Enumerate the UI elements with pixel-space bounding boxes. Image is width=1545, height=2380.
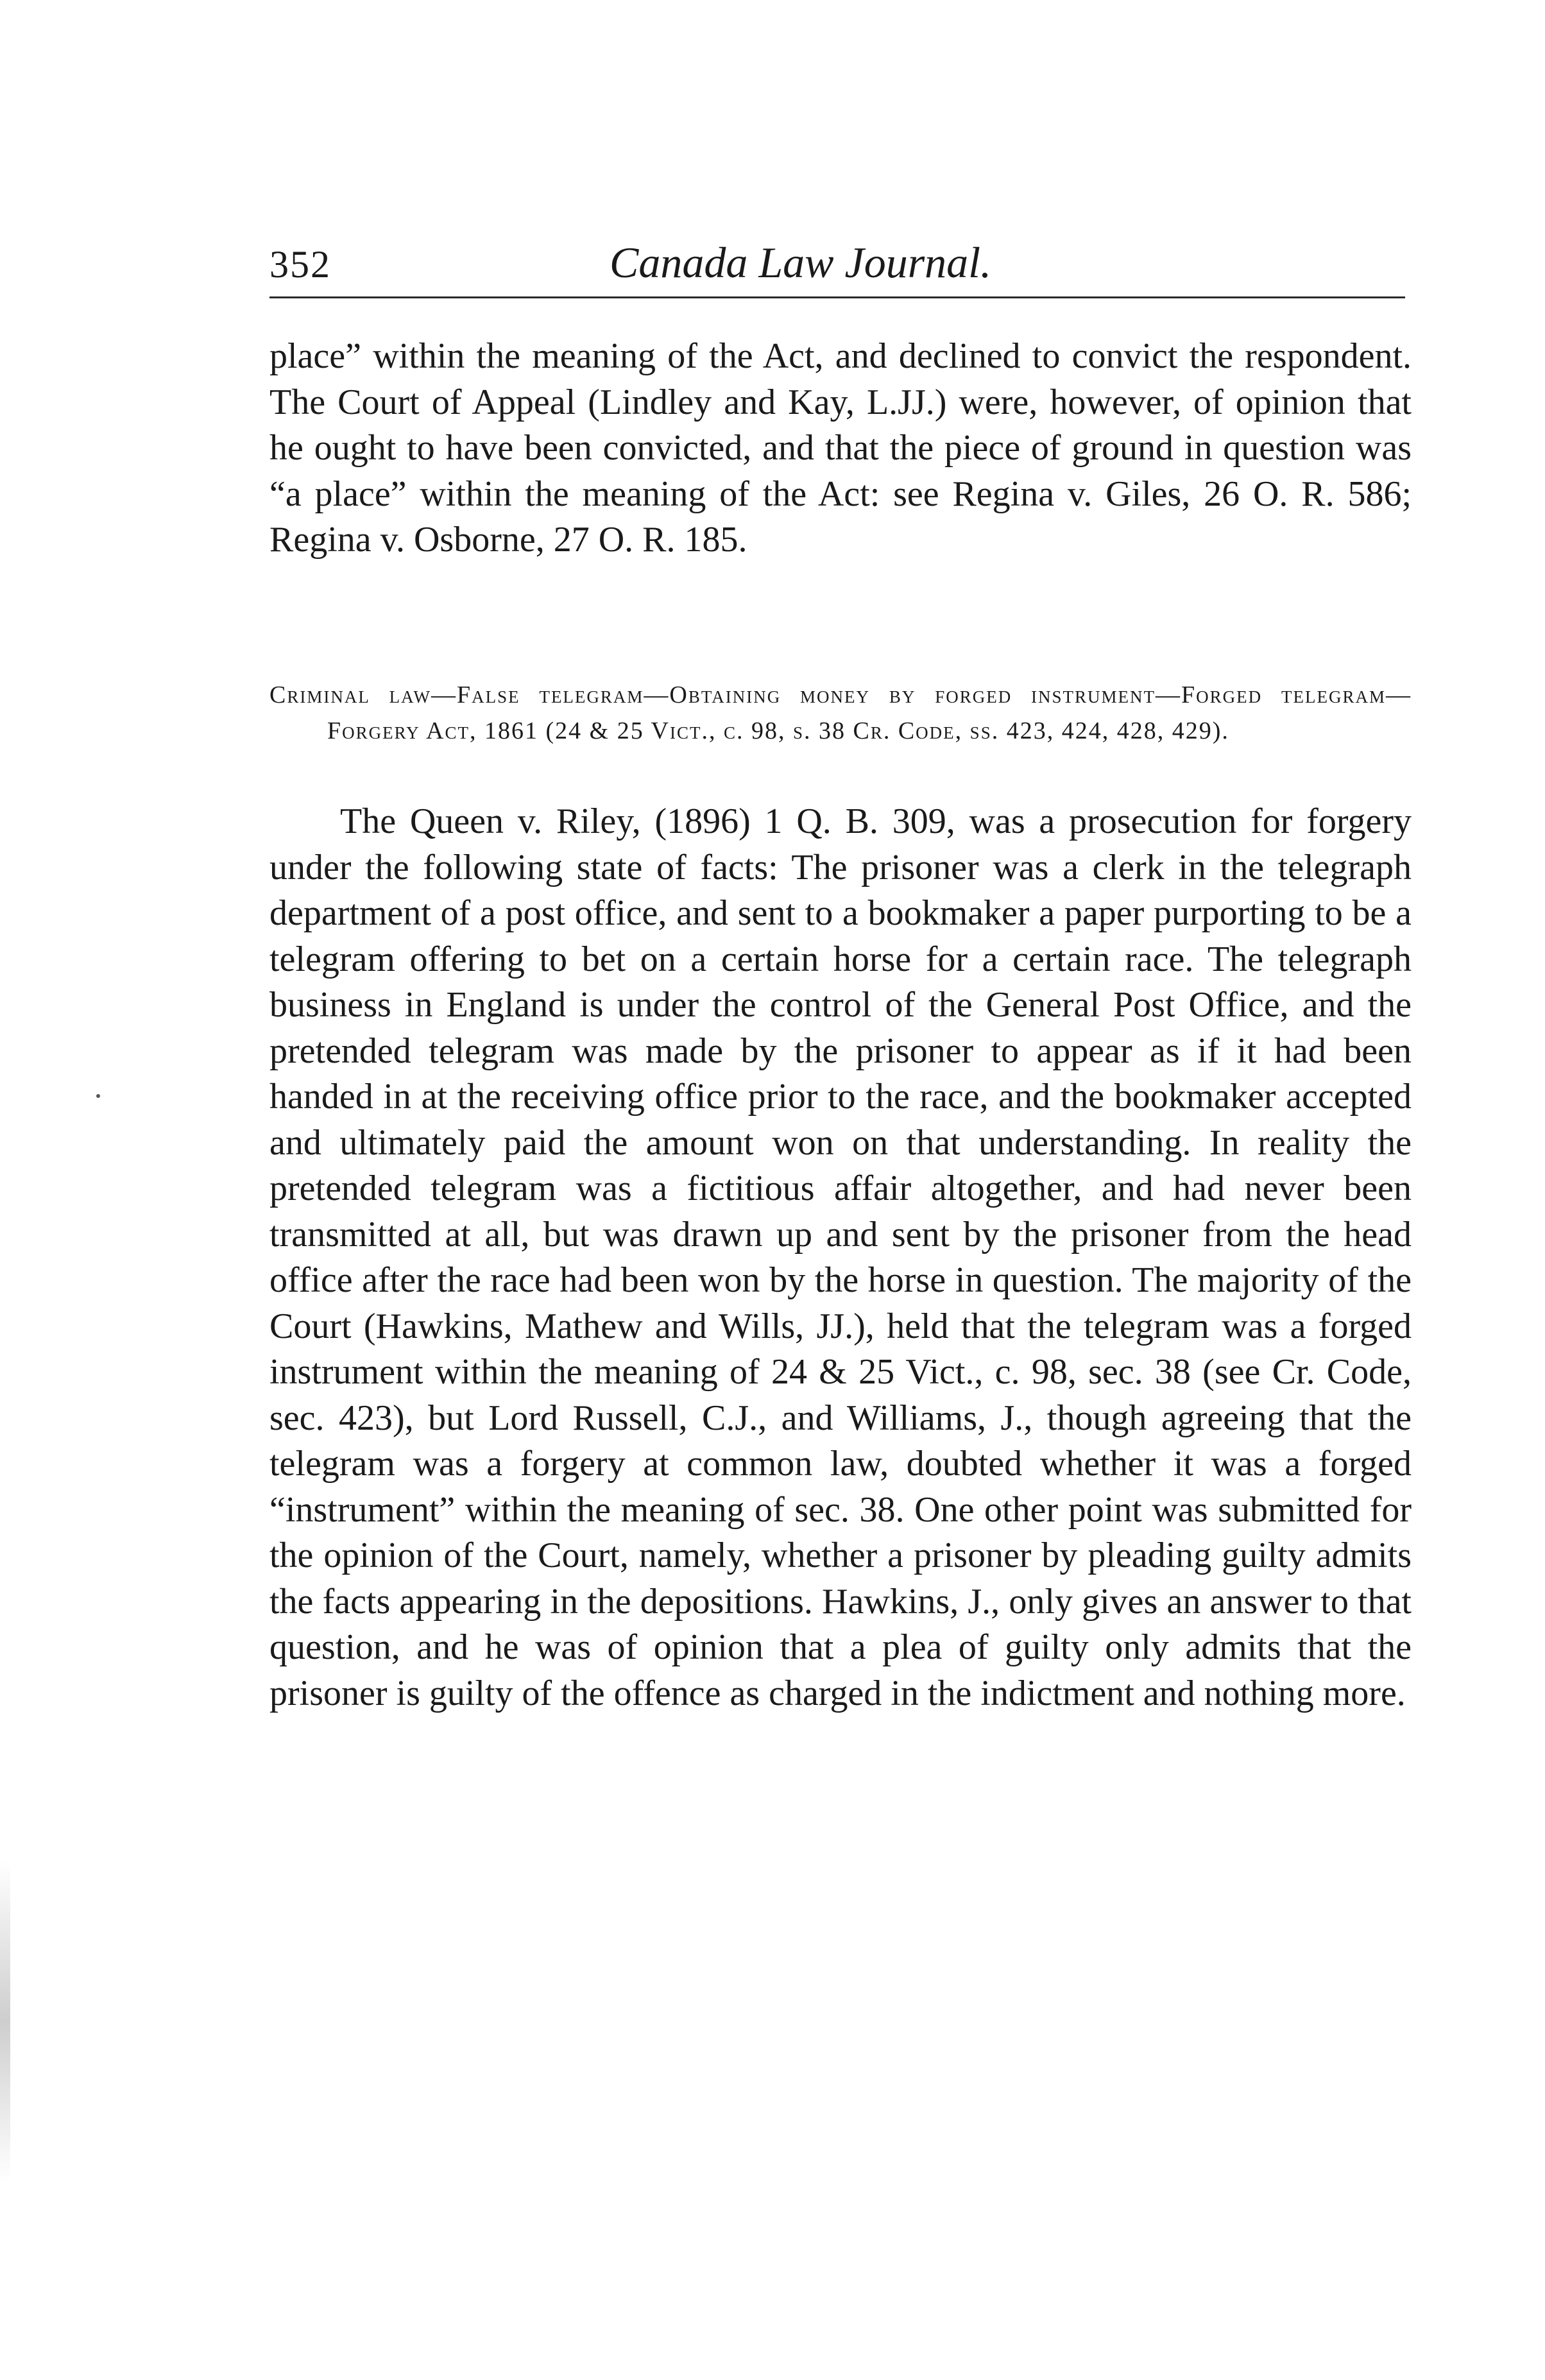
section-heading: Criminal law—False telegram—Obtaining money by forged instrument—Forged telegram—Forgery Act, 1861 (24 & 25 Vict., c. 98, s. 38 Cr. Code, ss. 423, 424, 428, 429).: [269, 681, 1412, 744]
section-heading-block: [269, 677, 1412, 749]
running-title: Canada Law Journal.: [610, 238, 992, 287]
page-header: [269, 237, 1405, 302]
main-paragraph-block: [269, 799, 1412, 1717]
intro-paragraph-block: [269, 334, 1412, 563]
header-rule: [269, 296, 1405, 298]
stray-ink-dot: [96, 1094, 100, 1098]
page-number: 352: [269, 243, 331, 286]
main-paragraph: The Queen v. Riley, (1896) 1 Q. B. 309, was a prosecution for forgery under the following state of facts: The prisoner was a clerk in the telegraph department of a post office, and sent to a bookmaker a paper purporting to be a telegram offering to bet on a certain horse for a certain race. The telegraph business in England is under the control of the General Post Office, and the pretended telegram was made by the prisoner to appear as if it had been handed in at the receiving office prior to the race, and the bookmaker accepted and ultimately paid the amount won on that understanding. In reality the pretended telegram was a fictitious affair altogether, and had never been transmitted at all, but was drawn up and sent by the prisoner from the head office after the race had been won by the horse in question. The majority of the Court (Hawkins, Mathew and Wills, JJ.), held that the telegram was a forged instrument within the meaning of 24 & 25 Vict., c. 98, sec. 38 (see Cr. Code, sec. 423), but Lord Russell, C.J., and Williams, J., though agreeing that the telegram was a forgery at common law, doubted whether it was a forged “instrument” within the meaning of sec. 38. One other point was submitted for the opinion of the Court, namely, whether a prisoner by pleading guilty admits the facts appearing in the depositions. Hawkins, J., only gives an answer to that question, and he was of opinion that a plea of guilty only admits that the prisoner is guilty of the offence as charged in the indictment and nothing more.: [269, 801, 1412, 1713]
binding-edge-shadow: [0, 1861, 10, 2182]
intro-paragraph: place” within the meaning of the Act, and declined to convict the respondent. The Court of Appeal (Lindley and Kay, L.JJ.) were, however, of opinion that he ought to have been convicted, and that the piece of ground in question was “a place” within the meaning of the Act: see Regina v. Giles, 26 O. R. 586; Regina v. Osborne, 27 O. R. 185.: [269, 336, 1412, 560]
